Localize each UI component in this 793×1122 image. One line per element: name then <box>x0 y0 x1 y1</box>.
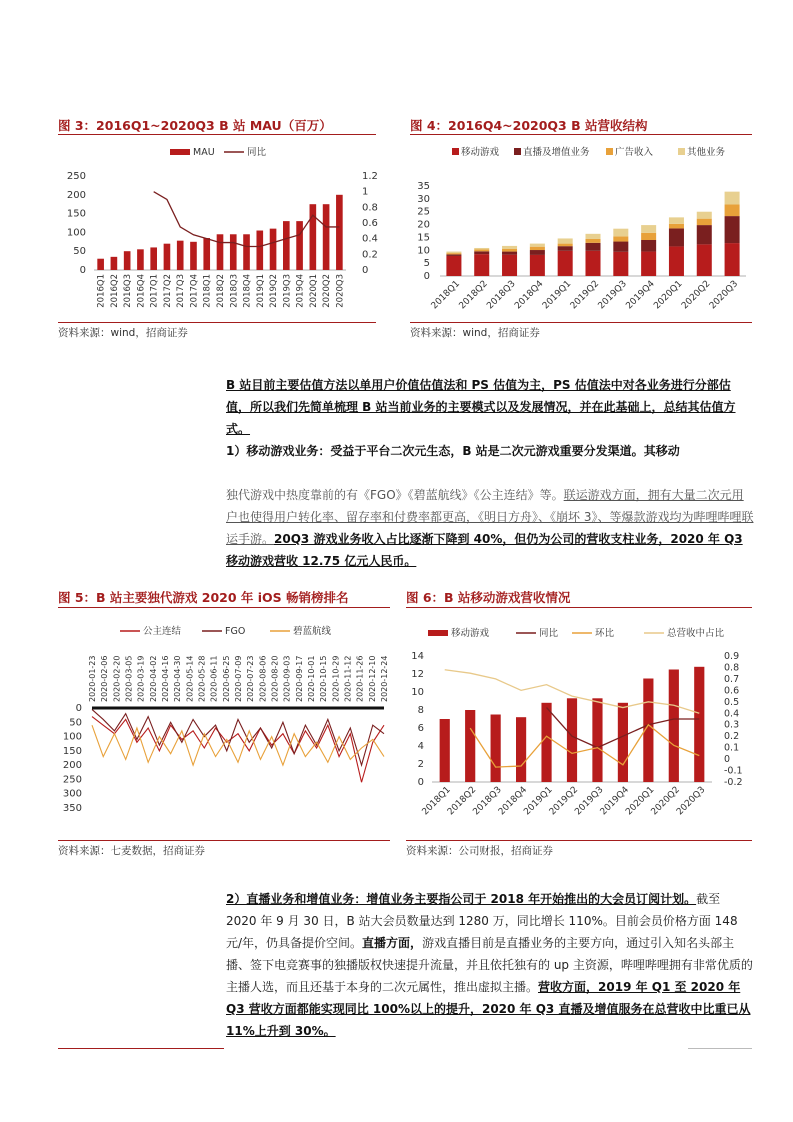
fig3-xtick: 2017Q1 <box>149 274 160 308</box>
fig3-xtick: 2017Q3 <box>176 274 187 308</box>
fig6-bar <box>567 698 577 782</box>
fig5-ytick: 50 <box>69 717 82 729</box>
fig6-ytick-right: 0.5 <box>724 696 740 708</box>
fig4-bar-segment <box>558 246 573 251</box>
fig3-xtick: 2018Q4 <box>242 274 253 308</box>
fig5-legend-item-label: 碧蓝航线 <box>293 626 332 637</box>
fig4-bar-segment <box>474 248 489 250</box>
fig6-line-2 <box>470 725 699 767</box>
sec1-emphasis: 20Q3 游戏业务收入占比逐渐下降到 40%，但仍为公司的营收支柱业务，2020 年 Q3 移动游戏营收 12.75 亿元人民币。 <box>226 532 743 568</box>
fig3-xtick: 2018Q1 <box>202 274 213 308</box>
fig4-legend-item-swatch <box>606 148 613 155</box>
fig4-bar-segment <box>725 243 740 276</box>
fig6-ytick-left: 14 <box>411 651 424 662</box>
fig5-xtick: 2020-07-23 <box>246 655 256 702</box>
fig5-ytick: 0 <box>75 703 82 714</box>
fig4-bar-segment <box>502 246 517 249</box>
fig3-bar <box>150 247 157 270</box>
fig6-bar <box>516 717 526 782</box>
fig6-bar <box>669 670 679 783</box>
fig4-legend-item-label: 其他业务 <box>687 147 726 158</box>
fig3-ytick-right: 1.2 <box>362 171 378 182</box>
fig3-bar <box>124 251 131 270</box>
sec1-body: 独代游戏中热度靠前的有《FGO》《碧蓝航线》《公主连结》等。 <box>226 488 564 502</box>
fig4-xtick: 2019Q2 <box>568 279 602 312</box>
fig4-bar-segment <box>697 244 712 276</box>
fig5-series-2 <box>92 725 384 765</box>
fig6-ytick-right: 0 <box>724 754 731 766</box>
sec1-body2: 联运游戏方面，拥有大量二次元用户也使得用户转化率、留存率和付费率都更高，《明日方舟》、《崩坏 3》、等爆款游戏均为哔哩哔哩联运手游。 <box>226 488 754 546</box>
fig3-xtick: 2019Q4 <box>295 274 306 308</box>
fig3-bar <box>310 204 317 270</box>
fig6-xtick: 2019Q3 <box>573 785 606 818</box>
fig4-bottom-rule <box>410 322 752 323</box>
fig5-xtick: 2020-08-06 <box>258 655 268 702</box>
fig5-bottom-rule <box>58 840 390 841</box>
fig4-bar-segment <box>474 250 489 252</box>
fig4-bar-segment <box>669 246 684 276</box>
sec1-lead: 其移动 <box>643 444 680 458</box>
fig4-bar-segment <box>669 217 684 223</box>
fig3-bottom-rule <box>58 322 376 323</box>
fig4-bar-segment <box>585 239 600 243</box>
fig5-ytick: 300 <box>62 788 82 800</box>
fig6-ytick-left: 2 <box>417 759 424 770</box>
fig4-bar-segment <box>502 255 517 276</box>
fig6-title: 图 6：B 站移动游戏营收情况 <box>406 590 571 605</box>
fig4-bar-segment <box>530 250 545 255</box>
fig6-xtick: 2020Q1 <box>624 785 657 818</box>
fig3-xtick: 2016Q2 <box>109 274 120 308</box>
fig6-xtick: 2019Q1 <box>522 785 555 818</box>
fig4-bar-segment <box>725 205 740 217</box>
fig6-legend-item-label: 同比 <box>539 628 559 639</box>
fig4-xtick: 2019Q3 <box>596 279 629 312</box>
fig4-bar-segment <box>558 238 573 243</box>
fig4-ytick: 25 <box>417 206 430 218</box>
fig5-xtick: 2020-12-10 <box>367 655 377 702</box>
fig5-xtick: 2020-10-15 <box>319 655 329 702</box>
fig5-xtick: 2020-09-17 <box>294 655 304 702</box>
fig5-xtick: 2020-09-03 <box>282 655 292 702</box>
fig5-ytick: 100 <box>62 731 82 743</box>
fig4-bar-segment <box>446 252 461 254</box>
fig3-bar <box>177 241 184 270</box>
fig4-bar-segment <box>474 251 489 254</box>
sec2-body1: 截至 2020 年 9 月 30 日，B 站大会员数量达到 1280 万，同比增长 110%。目前会员价格方面 148 元/年，仍具备提价空间。 <box>226 892 738 950</box>
fig4-bar-segment <box>697 225 712 244</box>
fig4-bar-segment <box>613 229 628 237</box>
fig4-xtick: 2020Q2 <box>680 279 713 312</box>
fig3-xtick: 2019Q3 <box>282 274 293 308</box>
fig6-source: 资料来源：公司财报，招商证券 <box>406 845 553 857</box>
fig3-ytick-right: 1 <box>362 186 369 198</box>
fig3-bar <box>164 244 171 270</box>
fig4-legend-item-label: 移动游戏 <box>461 147 500 158</box>
fig4-top-rule <box>410 134 752 135</box>
fig6-bar <box>491 715 501 783</box>
fig5-xtick: 2020-10-01 <box>307 655 316 702</box>
fig5-xtick: 2020-05-14 <box>185 655 195 702</box>
fig6-legend-item-label: 移动游戏 <box>451 628 490 639</box>
fig6-ytick-right: 0.7 <box>724 673 740 685</box>
fig3-bar <box>323 204 330 270</box>
fig3-bar <box>137 249 144 270</box>
sec2-paragraph <box>226 888 754 1042</box>
fig4-bar-segment <box>613 242 628 252</box>
fig6-legend-item-swatch <box>428 630 448 636</box>
fig3-ytick-right: 0.2 <box>362 249 378 261</box>
fig4-bar-segment <box>558 251 573 276</box>
fig5-xtick: 2020-03-05 <box>124 655 134 702</box>
fig6-bar <box>440 719 450 782</box>
fig3-ytick-left: 0 <box>79 265 86 276</box>
fig4-bar-segment <box>697 219 712 225</box>
fig3-xtick: 2020Q3 <box>335 274 346 308</box>
fig3-bar <box>203 238 210 270</box>
fig6-bar <box>618 703 628 782</box>
fig5-ytick: 350 <box>62 803 82 814</box>
fig6-ytick-right: 0.3 <box>724 719 740 731</box>
fig3-legend-yoy-label: 同比 <box>247 147 267 158</box>
fig4-bar-segment <box>558 244 573 247</box>
fig4-bar-segment <box>641 252 656 276</box>
fig3-xtick: 2017Q2 <box>162 274 173 308</box>
fig4-ytick: 5 <box>423 258 430 270</box>
fig6-ytick-right: -0.1 <box>724 765 743 777</box>
fig6-xtick: 2020Q3 <box>675 785 708 818</box>
fig6-xtick: 2019Q2 <box>547 785 581 818</box>
fig4-bar-segment <box>585 234 600 239</box>
fig4-xtick: 2019Q4 <box>624 279 657 312</box>
fig4-xtick: 2018Q2 <box>457 279 490 312</box>
fig4-bar-segment <box>585 243 600 251</box>
footer-rule-left <box>58 1048 224 1049</box>
fig4-title: 图 4：2016Q4~2020Q3 B 站营收结构 <box>410 118 648 133</box>
fig4-ytick: 30 <box>417 193 430 205</box>
fig4-bar-segment <box>530 255 545 276</box>
fig5-xtick: 2020-04-30 <box>173 655 183 702</box>
fig3-bar <box>111 257 118 270</box>
fig4-bar-segment <box>725 192 740 205</box>
fig3-ytick-right: 0.4 <box>362 233 378 245</box>
fig4-bar-segment <box>697 212 712 219</box>
fig4-legend-item-label: 广告收入 <box>615 147 654 158</box>
fig3-ytick-left: 150 <box>66 208 86 220</box>
sec1-heading: 1）移动游戏业务：受益于平台二次元生态，B 站是二次元游戏重要分发渠道。 <box>226 444 644 458</box>
fig6-legend-item-label: 环比 <box>595 628 615 639</box>
fig3-legend-mau-label: MAU <box>193 147 215 158</box>
fig3-xtick: 2020Q2 <box>322 274 333 308</box>
fig4-bar-segment <box>530 244 545 247</box>
fig6-ytick-right: 0.8 <box>724 662 740 674</box>
fig4-bar-segment <box>613 252 628 276</box>
fig3-chart <box>58 138 376 323</box>
fig5-source: 资料来源：七麦数据，招商证券 <box>58 845 205 857</box>
fig4-xtick: 2019Q1 <box>540 279 574 312</box>
fig4-legend-item-swatch <box>514 148 521 155</box>
footer-rule-right <box>688 1048 752 1049</box>
fig5-xtick: 2020-02-06 <box>100 655 110 702</box>
fig3-ytick-right: 0 <box>362 265 369 276</box>
fig3-bar <box>243 234 250 270</box>
fig5-top-rule <box>58 607 390 608</box>
fig3-bar <box>190 242 197 270</box>
fig5-ytick: 150 <box>62 745 82 757</box>
fig4-bar-segment <box>641 240 656 252</box>
fig3-xtick: 2019Q2 <box>269 274 280 308</box>
fig5-xtick: 2020-02-20 <box>112 655 122 702</box>
fig6-ytick-right: -0.2 <box>724 777 743 788</box>
fig6-bar <box>694 667 704 782</box>
fig3-bar <box>296 221 303 270</box>
fig3-bar <box>270 229 277 270</box>
fig4-bar-segment <box>641 225 656 233</box>
fig6-bar <box>592 698 602 782</box>
fig4-bar-segment <box>613 236 628 241</box>
fig6-ytick-left: 0 <box>417 777 424 788</box>
sec2-body2: 游戏直播目前是直播业务的主要方向，通过引入知名头部主播、签下电竞赛事的独播版权快速提升流量，并且依托独有的 up 主资源，哔哩哔哩拥有非常优质的主播人选，而且还基于本身的二次元属性，推出虚拟主播。 <box>226 936 753 994</box>
fig3-bar <box>230 234 237 270</box>
fig5-xtick: 2020-07-09 <box>234 655 243 702</box>
fig4-bar-segment <box>641 233 656 240</box>
fig4-xtick: 2018Q3 <box>485 279 518 312</box>
fig3-ytick-left: 100 <box>66 227 86 239</box>
fig3-bar <box>336 195 343 270</box>
fig3-xtick: 2018Q2 <box>216 274 226 308</box>
fig4-bar-segment <box>502 252 517 255</box>
fig4-legend-item-swatch <box>678 148 685 155</box>
fig5-ytick: 200 <box>62 760 82 772</box>
fig3-xtick: 2020Q1 <box>308 274 319 308</box>
fig4-bar-segment <box>585 251 600 276</box>
fig4-xtick: 2020Q1 <box>652 279 685 312</box>
fig3-source: 资料来源：wind，招商证券 <box>58 327 188 339</box>
fig5-xtick: 2020-04-16 <box>161 655 170 702</box>
fig6-xtick: 2018Q1 <box>420 785 453 818</box>
fig3-xtick: 2016Q4 <box>136 274 147 308</box>
fig3-ytick-left: 200 <box>66 189 86 201</box>
fig6-top-rule <box>406 607 752 608</box>
fig5-xtick: 2020-01-23 <box>88 655 97 702</box>
fig3-bar <box>283 221 290 270</box>
fig6-ytick-right: 0.9 <box>724 651 740 662</box>
sec2-heading: 2）直播业务和增值业务：增值业务主要指公司于 2018 年开始推出的大会员订阅计划。 <box>226 892 697 906</box>
fig5-legend-item-label: 公主连结 <box>143 626 182 637</box>
fig5-ytick: 250 <box>62 774 82 786</box>
fig5-chart <box>58 612 390 842</box>
fig3-bar <box>217 234 224 270</box>
fig3-bar <box>256 231 263 270</box>
fig3-title: 图 3：2016Q1~2020Q3 B 站 MAU（百万） <box>58 118 332 133</box>
fig6-ytick-left: 4 <box>417 741 424 752</box>
fig4-xtick: 2020Q3 <box>707 279 741 312</box>
fig4-bar-segment <box>669 224 684 229</box>
sec1-paragraph <box>226 440 754 462</box>
fig6-legend-item-label: 总营收中占比 <box>667 628 725 639</box>
fig3-ytick-left: 250 <box>66 171 86 182</box>
fig3-xtick: 2018Q3 <box>229 274 240 308</box>
fig6-bar <box>541 703 551 782</box>
intro-paragraph: B 站目前主要估值方法以单用户价值估值法和 PS 估值为主，PS 估值法中对各业务进行分部估值，所以我们先简单梳理 B 站当前业务的主要模式以及发展情况，并在此基础上，总结其估值方式。 <box>226 378 736 436</box>
fig3-xtick: 2016Q1 <box>96 274 107 308</box>
fig3-legend-mau-swatch <box>170 149 190 155</box>
fig6-ytick-right: 0.1 <box>724 742 740 754</box>
fig3-ytick-right: 0.6 <box>362 218 378 229</box>
fig4-legend-item-label: 直播及增值业务 <box>523 147 590 158</box>
fig3-top-rule <box>58 134 376 135</box>
fig4-ytick: 10 <box>417 245 430 257</box>
fig4-ytick: 20 <box>417 219 430 231</box>
fig5-xtick: 2020-06-11 <box>209 655 219 702</box>
fig5-title: 图 5：B 站主要独代游戏 2020 年 iOS 畅销榜排名 <box>58 590 349 605</box>
fig4-xtick: 2018Q4 <box>513 279 546 312</box>
fig5-xtick: 2020-12-24 <box>380 655 389 702</box>
fig4-ytick: 35 <box>417 181 430 192</box>
fig3-ytick-left: 50 <box>73 246 86 258</box>
fig6-xtick: 2018Q3 <box>471 785 504 818</box>
fig6-ytick-left: 6 <box>417 723 424 734</box>
fig6-xtick: 2018Q4 <box>496 785 530 818</box>
fig3-xtick: 2017Q4 <box>189 274 200 308</box>
fig6-ytick-left: 10 <box>411 687 424 698</box>
fig5-xtick: 2020-06-25 <box>221 655 231 702</box>
fig4-bar-segment <box>446 254 461 256</box>
sec1-body-paragraph <box>226 484 754 572</box>
fig4-bar-segment <box>669 228 684 246</box>
fig6-chart <box>406 614 752 839</box>
fig4-chart <box>410 138 752 323</box>
fig6-xtick: 2019Q4 <box>598 785 632 818</box>
fig4-xtick: 2018Q1 <box>429 279 463 312</box>
fig6-bottom-rule <box>406 840 752 841</box>
fig3-ytick-right: 0.8 <box>362 202 378 214</box>
fig5-xtick: 2020-11-12 <box>343 655 353 702</box>
fig6-ytick-left: 8 <box>417 705 424 716</box>
fig6-xtick: 2018Q2 <box>445 785 479 818</box>
fig6-ytick-right: 0.6 <box>724 685 740 697</box>
fig5-series-1 <box>92 709 384 765</box>
fig4-bar-segment <box>530 247 545 250</box>
fig3-xtick: 2016Q3 <box>123 274 134 308</box>
fig4-legend-item-swatch <box>452 148 459 155</box>
fig6-ytick-right: 0.2 <box>724 731 740 743</box>
fig4-bar-segment <box>725 216 740 243</box>
fig5-xtick: 2020-10-29 <box>331 655 341 702</box>
fig4-source: 资料来源：wind，招商证券 <box>410 327 540 339</box>
fig5-xtick: 2020-04-02 <box>148 655 158 702</box>
fig4-bar-segment <box>446 253 461 254</box>
fig5-xtick: 2020-08-20 <box>270 655 280 702</box>
fig5-xtick: 2020-11-26 <box>355 655 365 702</box>
fig4-ytick: 15 <box>417 232 430 244</box>
fig3-xtick: 2019Q1 <box>255 274 266 308</box>
fig6-ytick-right: 0.4 <box>724 708 740 720</box>
sec2-emphasis: 营收方面，2019 年 Q1 至 2020 年 Q3 营收方面都能实现同比 100%以上的提升，2020 年 Q3 直播及增值服务在总营收中比重已从 11%上升到 30%。 <box>226 980 751 1038</box>
fig5-legend-item-label: FGO <box>225 626 246 637</box>
fig4-bar-segment <box>474 254 489 276</box>
fig4-bar-segment <box>446 256 461 276</box>
fig6-ytick-left: 12 <box>411 669 424 680</box>
fig5-xtick: 2020-05-28 <box>197 655 207 702</box>
fig6-xtick: 2020Q2 <box>649 785 682 818</box>
sec2-live-label: 直播方面， <box>362 936 423 950</box>
fig6-bar <box>465 710 475 782</box>
fig5-xtick: 2020-03-19 <box>136 655 146 702</box>
fig4-bar-segment <box>502 249 517 252</box>
fig3-bar <box>97 259 104 270</box>
fig4-ytick: 0 <box>423 271 430 282</box>
